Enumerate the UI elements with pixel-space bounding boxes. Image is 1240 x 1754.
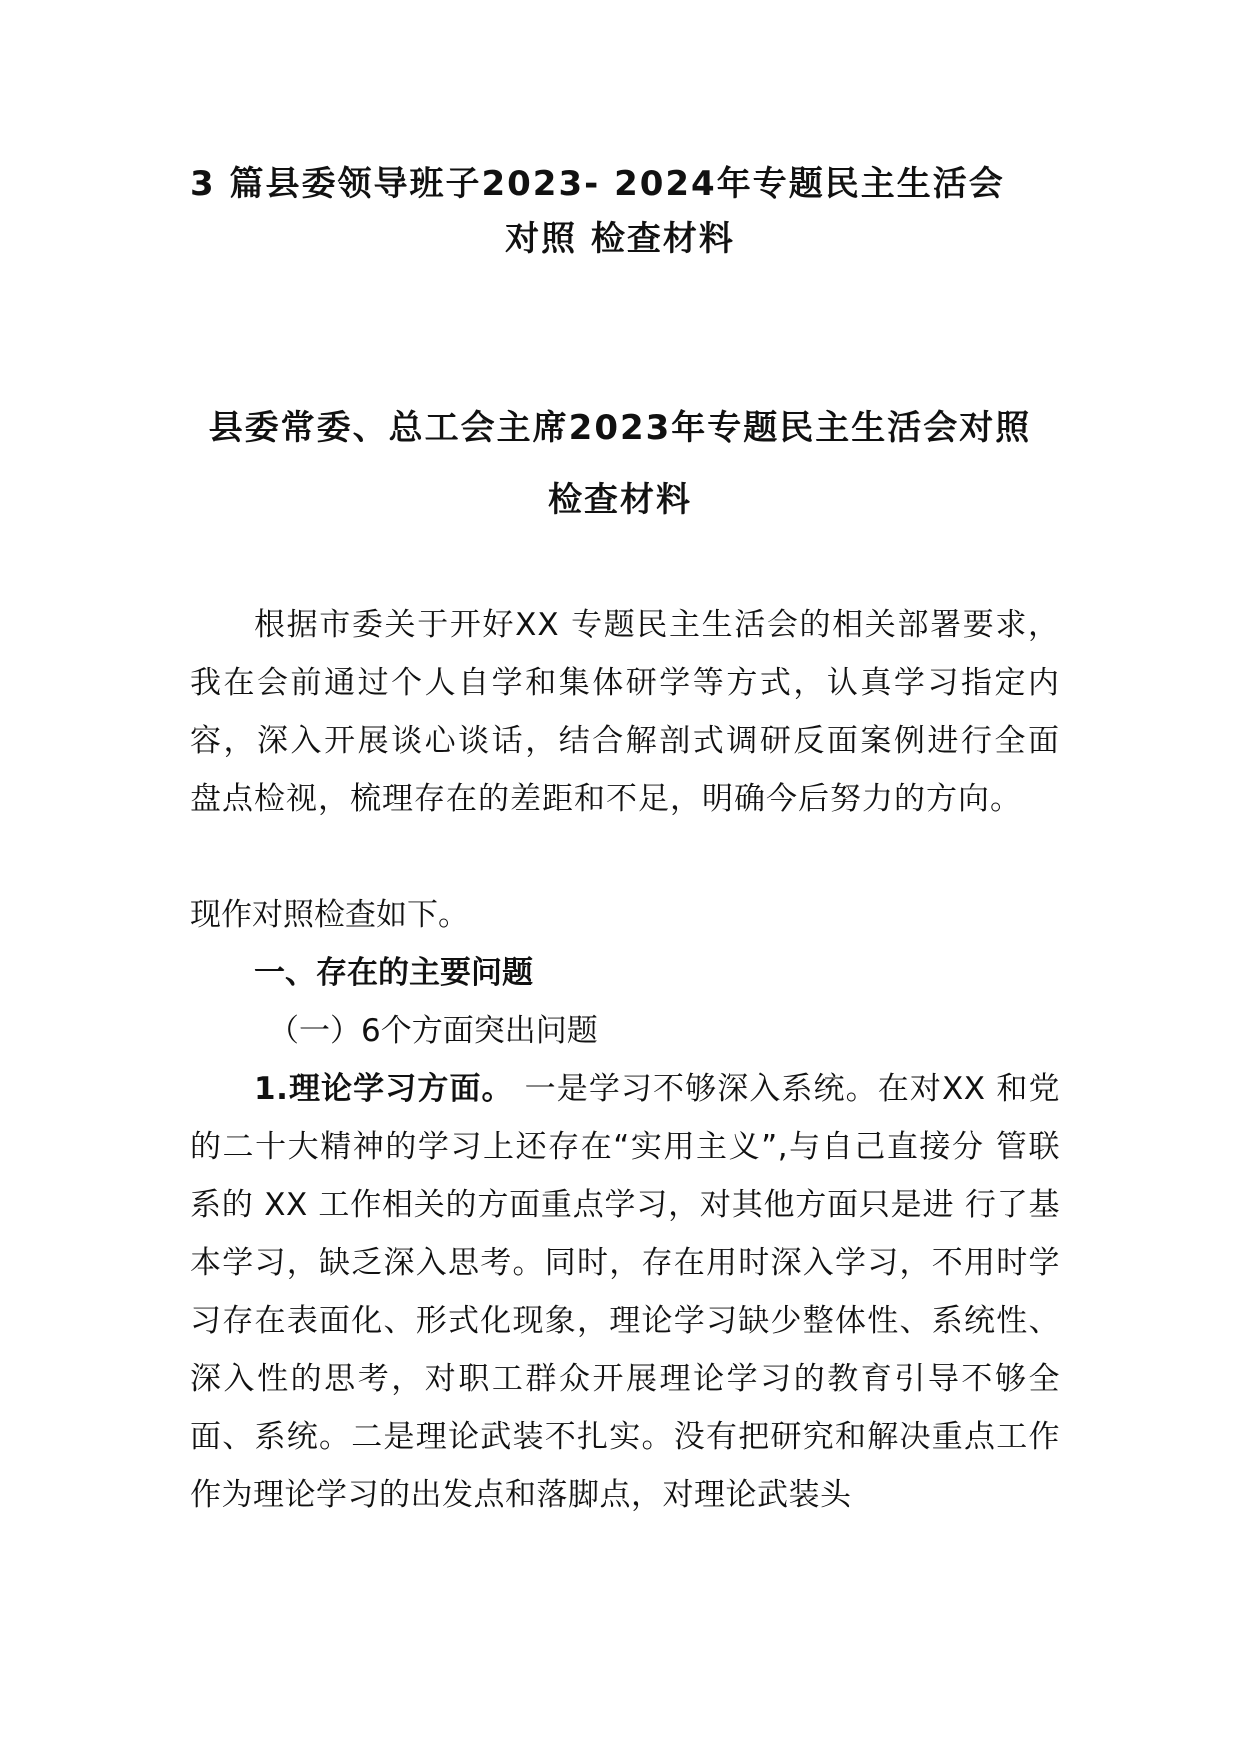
intro-closing: 现作对照检查如下。 bbox=[190, 897, 469, 933]
intro-closing-section bbox=[190, 886, 1060, 944]
intro-paragraph: 根据市委关于开好XX 专题民主生活会的相关部署要求， 我在会前通过个人自学和集体研学等方式，认真学习指定内 容，深入开展谈心谈话，结合解剖式调研反面案例进行全面 盘点检视，梳理存在的差距和不足，明确今后努力的方向。 bbox=[190, 607, 1060, 817]
item1-lead: 1.理论学习方面。 bbox=[254, 1071, 514, 1107]
sub-title-line2: 检查材料 bbox=[548, 480, 692, 520]
section1-heading: 一、存在的主要问题 bbox=[254, 955, 533, 991]
item1-section bbox=[190, 1060, 1060, 1524]
item1-paragraph bbox=[190, 1060, 1060, 1524]
item1-text: 一是学习不够深入系统。在对XX 和党的二十大精神的学习上还存在“实用主义”,与自己直接分 管联系的 XX 工作相关的方面重点学习，对其他方面只是进 行了基本学习，缺乏深入思考。同时，存在用时深入学习，不用时学习存在表面化、形式化现象，理论学习缺少整体性、系统性、深入性的思考，对职工群众开展理论学习的教育引导不够全面、系统。二是理论武装不扎实。没有把研究和解决重点工作作为理论学习的出发点和落脚点，对理论武装头 bbox=[190, 1071, 1060, 1513]
section1-sub1-heading: （一）6个方面突出问题 bbox=[268, 1013, 598, 1049]
intro-section bbox=[190, 596, 1060, 828]
main-title-line1: 3 篇县委领导班子2023- 2024年专题民主生活会 bbox=[190, 164, 1005, 204]
sub-title-line1: 县委常委、总工会主席2023年专题民主生活会对照 bbox=[208, 408, 1032, 448]
main-title-line2: 对照 检查材料 bbox=[505, 219, 735, 259]
